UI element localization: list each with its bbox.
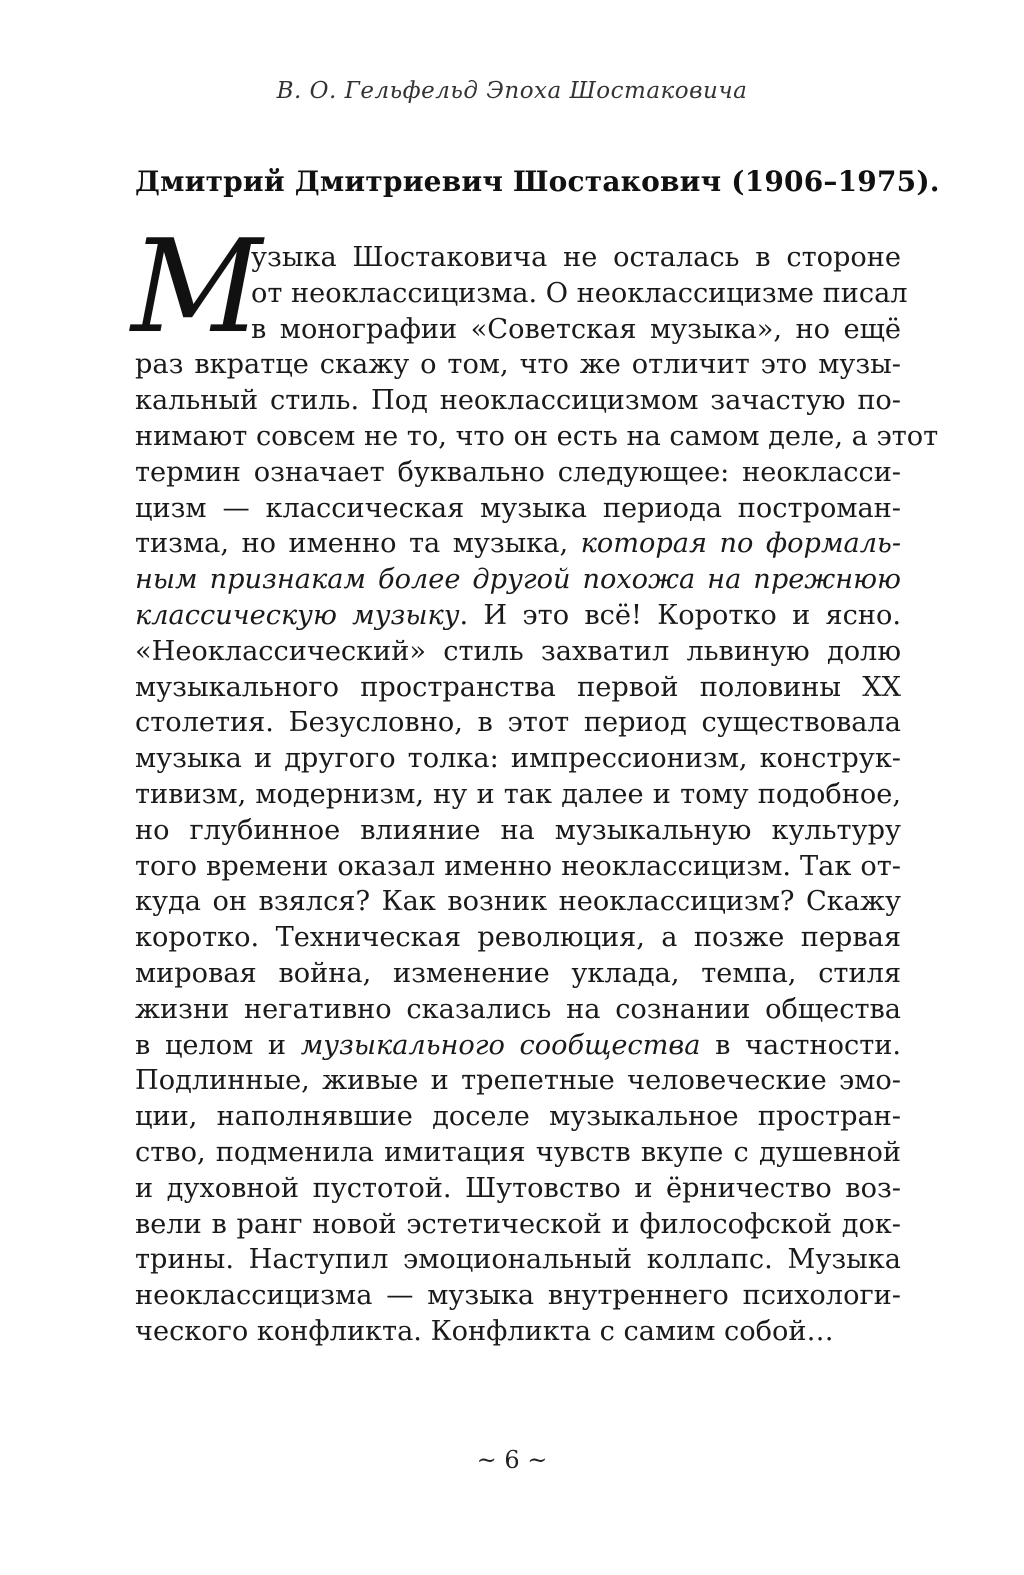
text-line: «Неоклассический» стиль захватил львиную долю	[135, 635, 901, 667]
text-line: в монографии «Советская музыка», но ещё	[251, 313, 901, 345]
text-line: раз вкратце скажу о том, что же отличит это музы-	[135, 349, 901, 381]
emphasis-text: классическую музыку	[135, 599, 460, 631]
text-line: вели в ранг новой эстетической и философской док-	[135, 1208, 901, 1240]
text-line: классическую музыку. И это всё! Коротко и ясно.	[135, 599, 901, 631]
chapter-title: Дмитрий Дмитриевич Шостакович (1906–1975).	[135, 165, 940, 198]
text-line: мировая война, изменение уклада, темпа, стиля	[135, 957, 901, 989]
text-line: трины. Наступил эмоциональный коллапс. Музыка	[135, 1244, 901, 1276]
text-line: термин означает буквально следующее: неокласси-	[135, 456, 901, 488]
running-header: В. О. Гельфельд Эпоха Шостаковича	[276, 78, 748, 104]
text-line: неоклассицизма — музыка внутреннего психологи-	[135, 1280, 901, 1312]
text-line: того времени оказал именно неоклассицизм. Так от-	[135, 850, 901, 882]
text-line: но глубинное влияние на музыкальную культуру	[135, 814, 901, 846]
text-line: узыка Шостаковича не осталась в стороне	[251, 242, 901, 273]
text-line: кальный стиль. Под неоклассицизмом зачастую по-	[135, 385, 901, 417]
text-line: ции, наполнявшие доселе музыкальное простран-	[135, 1101, 901, 1133]
text-line: и духовной пустотой. Шутовство и ёрничество воз-	[135, 1172, 901, 1204]
page-number: ~ 6 ~	[476, 1446, 548, 1474]
body-text	[131, 213, 939, 1350]
text-line: в целом и музыкального сообщества в частности.	[135, 1029, 901, 1061]
text-line: музыка и другого толка: импрессионизм, конструк-	[135, 743, 901, 775]
text-line: тивизм, модернизм, ну и так далее и тому подобное,	[135, 778, 901, 810]
text-line	[135, 562, 901, 598]
drop-cap	[131, 213, 263, 362]
text-line: нимают совсем не то, что он есть на самом деле, а этот	[135, 420, 939, 452]
text-line: цизм — классическая музыка периода построман-	[135, 492, 901, 524]
drop-cap-letter: М	[131, 213, 263, 362]
text-line: музыкального пространства первой половины XX	[135, 671, 901, 703]
text-line: жизни негативно сказались на сознании общества	[135, 993, 901, 1025]
text-line: тизма, но именно та музыка, которая по формаль-	[135, 528, 902, 560]
text-line: куда он взялся? Как возник неоклассицизм? Скажу	[135, 886, 901, 918]
emphasis-text: музыкального сообщества	[300, 1029, 701, 1061]
emphasis-text: ным признакам более другой похожа на прежнюю	[135, 564, 901, 596]
text-line: от неоклассицизма. О неоклассицизме писал	[251, 277, 908, 309]
emphasis-text: которая по формаль-	[580, 528, 902, 560]
text-line: ство, подменила имитация чувств вкупе с душевной	[135, 1136, 901, 1168]
text-line: Подлинные, живые и трепетные человеческие эмо-	[135, 1065, 901, 1097]
text-line: столетия. Безусловно, в этот период существовала	[135, 707, 901, 739]
text-line: коротко. Техническая революция, а позже первая	[135, 922, 901, 954]
text-line: ческого конфликта. Конфликта с самим собой…	[135, 1315, 834, 1347]
